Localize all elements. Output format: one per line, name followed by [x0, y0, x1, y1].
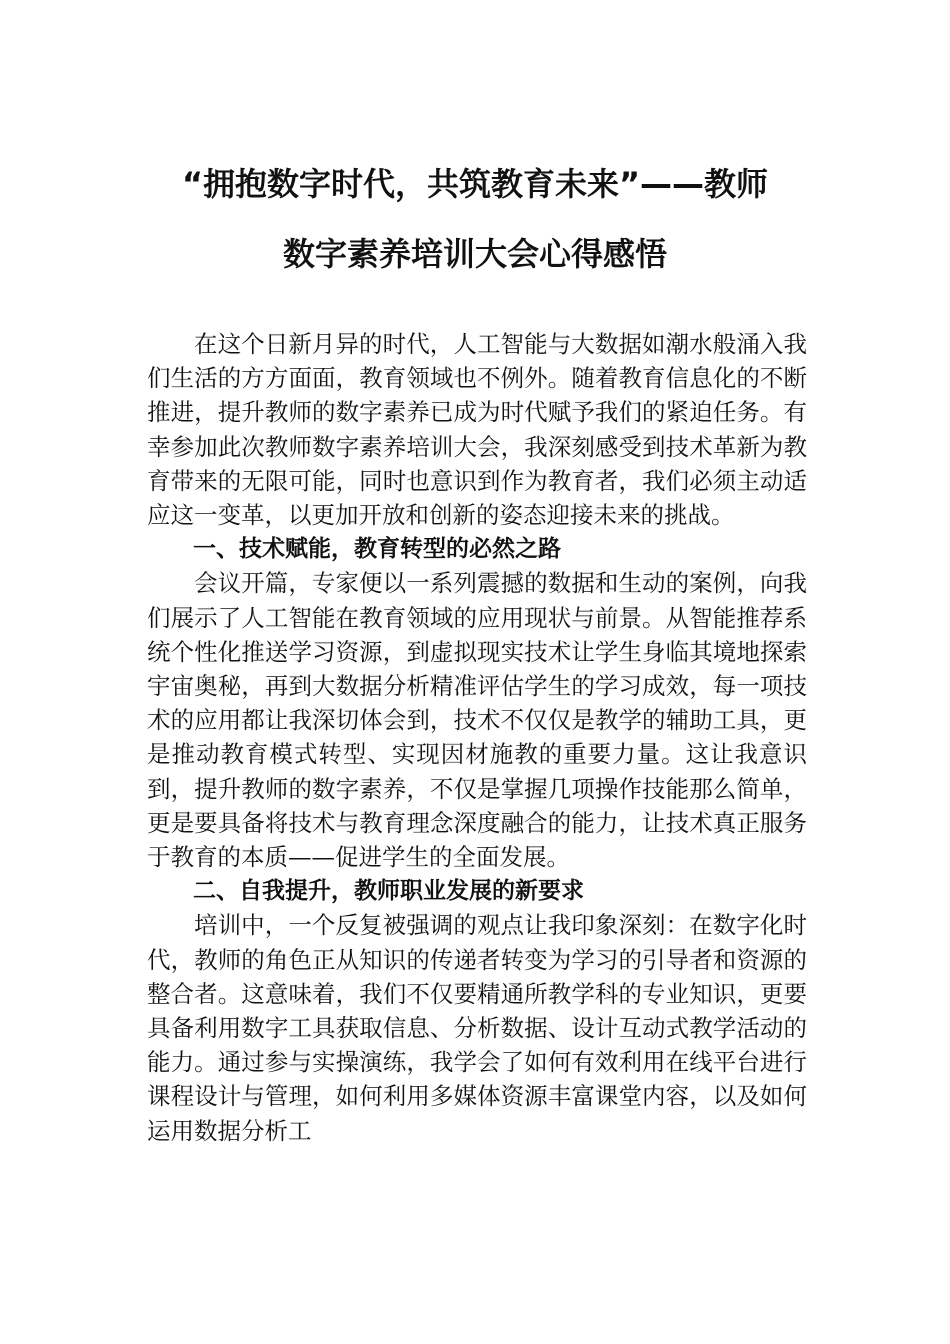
- section-2-heading: 二、自我提升，教师职业发展的新要求: [193, 878, 584, 905]
- document-body: [147, 327, 807, 1148]
- document-title-line-2: 数字素养培训大会心得感悟: [282, 235, 667, 273]
- section-2-paragraph: 培训中，一个反复被强调的观点让我印象深刻：在数字化时代，教师的角色正从知识的传递者转变为学习的引导者和资源的整合者。这意味着，我们不仅要精通所教学科的专业知识，更要具备利用数字工具获取信息、分析数据、设计互动式教学活动的能力。通过参与实操演练，我学会了如何有效利用在线平台进行课程设计与管理，如何利用多媒体资源丰富课堂内容，以及如何运用数据分析工: [147, 911, 807, 1145]
- intro-paragraph: 在这个日新月异的时代，人工智能与大数据如潮水般涌入我们生活的方方面面，教育领域也不例外。随着教育信息化的不断推进，提升教师的数字素养已成为时代赋予我们的紧迫任务。有幸参加此次教师数字素养培训大会，我深刻感受到技术革新为教育带来的无限可能，同时也意识到作为教育者，我们必须主动适应这一变革，以更加开放和创新的姿态迎接未来的挑战。: [147, 330, 807, 530]
- section-1-heading: 一、技术赋能，教育转型的必然之路: [193, 536, 561, 563]
- section-1-paragraph: 会议开篇，专家便以一系列震撼的数据和生动的案例，向我们展示了人工智能在教育领域的应用现状与前景。从智能推荐系统个性化推送学习资源，到虚拟现实技术让学生身临其境地探索宇宙奥秘，再到大数据分析精准评估学生的学习成效，每一项技术的应用都让我深切体会到，技术不仅仅是教学的辅助工具，更是推动教育模式转型、实现因材施教的重要力量。这让我意识到，提升教师的数字素养，不仅是掌握几项操作技能那么简单，更是要具备将技术与教育理念深度融合的能力，让技术真正服务于教育的本质——促进学生的全面发展。: [147, 569, 807, 872]
- document-title-line-1: “拥抱数字时代，共筑教育未来”——教师: [181, 165, 769, 203]
